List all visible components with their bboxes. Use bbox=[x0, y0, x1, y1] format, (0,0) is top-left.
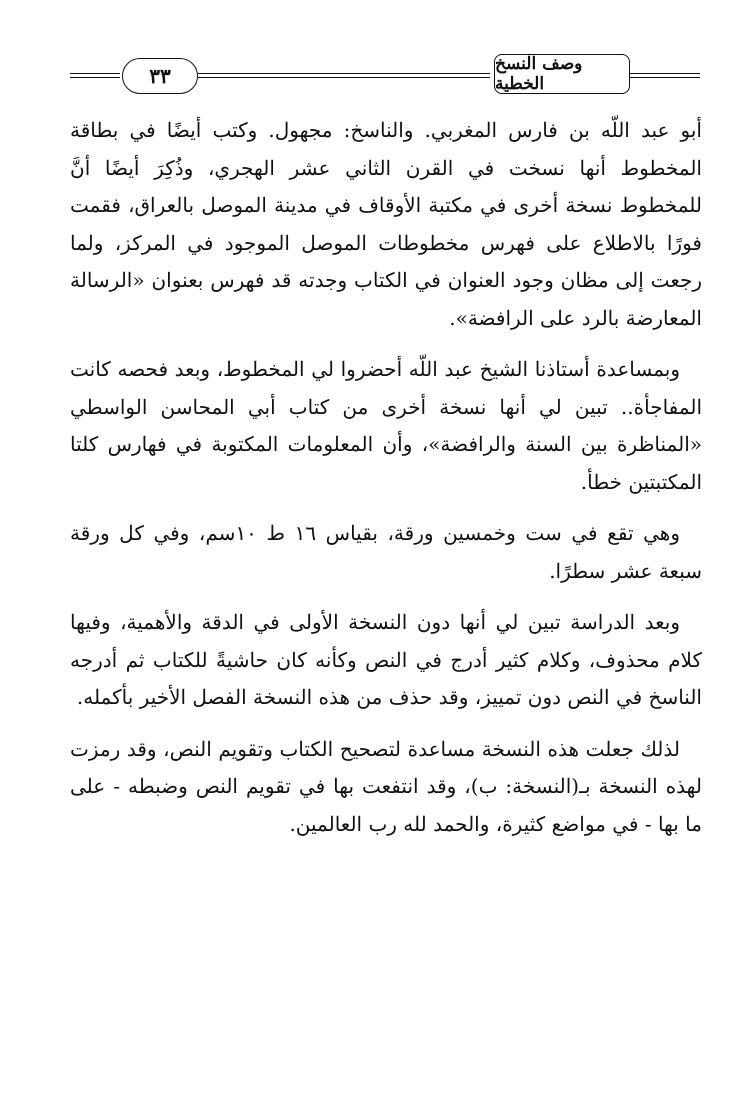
paragraph: أبو عبد اللّه بن فارس المغربي. والناسخ: مجهول. وكتب أيضًا في بطاقة المخطوط أنها نسخت في القرن الثاني عشر الهجري، وذُكِرَ أيضًا أنَّ للمخطوط نسخة أخرى في مكتبة الأوقاف في مدينة الموصل بالعراق، فقمت فورًا بالاطلاع على فهرس مخطوطات الموصل الموجود في المركز، ولما رجعت إلى مظان وجود العنوان في الكتاب وجدته قد فهرس بعنوان «الرسالة المعارضة بالرد على الرافضة». bbox=[70, 118, 702, 330]
page-header bbox=[70, 52, 700, 96]
page-number: ٣٣ bbox=[122, 58, 198, 94]
header-rule-right bbox=[630, 73, 700, 79]
header-rule-left bbox=[70, 73, 120, 79]
paragraph: وبمساعدة أستاذنا الشيخ عبد اللّه أحضروا لي المخطوط، وبعد فحصه كانت المفاجأة.. تبين لي أنها نسخة أخرى من كتاب أبي المحاسن الواسطي «المناظرة بين السنة والرافضة»، وأن المعلومات المكتوبة في فهارس كلتا المكتبتين خطأ. bbox=[70, 357, 703, 494]
body-text bbox=[70, 112, 702, 857]
paragraph: وهي تقع في ست وخمسين ورقة، بقياس ١٦ ط ١٠سم، وفي كل ورقة سبعة عشر سطرًا. bbox=[70, 521, 702, 583]
running-title: وصف النسخ الخطية bbox=[494, 54, 630, 94]
paragraph: وبعد الدراسة تبين لي أنها دون النسخة الأولى في الدقة والأهمية، وفيها كلام محذوف، وكلام كثير أدرج في النص وكأنه كان حاشيةً للكتاب ثم أدرجه الناسخ في النص دون تمييز، وقد حذف من هذه النسخة الفصل الأخير بأكمله. bbox=[70, 610, 702, 709]
paragraph: لذلك جعلت هذه النسخة مساعدة لتصحيح الكتاب وتقويم النص، وقد رمزت لهذه النسخة بـ(النسخة: ب)، وقد انتفعت بها في تقويم النص وضبطه - على ما بها - في مواضع كثيرة، والحمد لله رب العالمين. bbox=[70, 736, 702, 836]
header-rule-middle bbox=[198, 73, 490, 79]
